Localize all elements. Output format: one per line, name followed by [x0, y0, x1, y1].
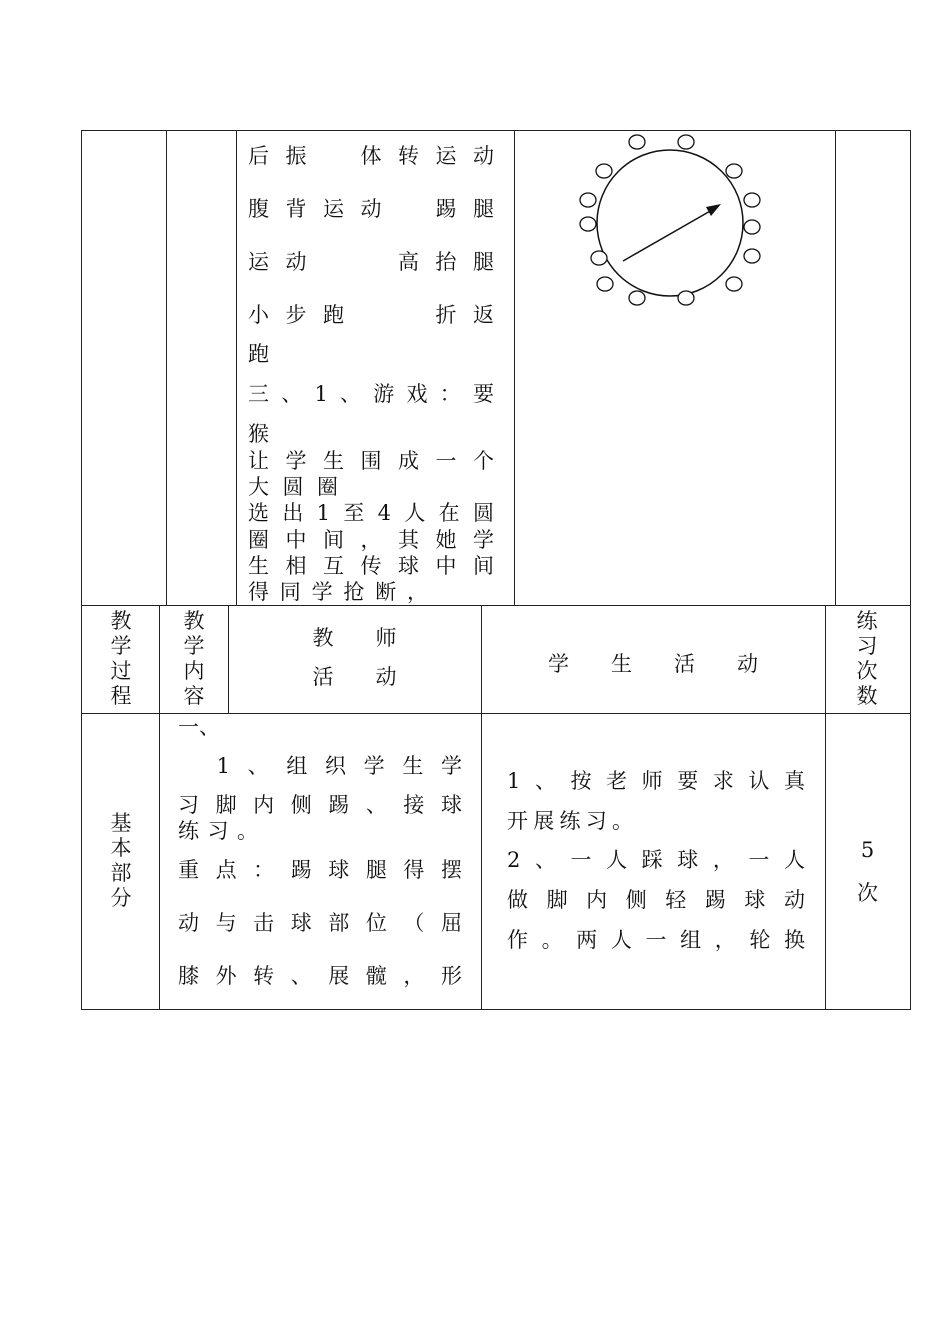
table-left-border — [81, 130, 82, 1010]
text-line: 重点：踢球腿得摆 — [178, 858, 462, 882]
text-line: 跑 — [248, 342, 269, 366]
student-marker — [596, 164, 612, 178]
pass-arrow-line — [623, 210, 712, 261]
basic-part-label: 基本部分 — [110, 811, 132, 910]
text-line: 让学生围成一个 — [248, 449, 494, 473]
text-line: 习脚内侧踢、接球 — [178, 793, 462, 817]
text-line: 开展练习。 — [507, 809, 633, 833]
student-marker — [678, 135, 694, 149]
student-marker — [580, 193, 596, 207]
text-line: 作。两人一组，轮换 — [507, 928, 805, 952]
student-marker — [744, 220, 760, 234]
student-marker — [629, 135, 645, 149]
text-line: 2、一人踩球，一人 — [507, 848, 805, 872]
text-line: 后振 体转运动 — [248, 144, 494, 168]
text-line: 做脚内侧轻踢球动 — [507, 888, 805, 912]
header-practice-count: 练习次数 — [856, 609, 878, 708]
low-col-divider-1 — [159, 605, 160, 1010]
big-circle — [597, 150, 743, 296]
student-marker — [726, 277, 742, 291]
arrow-head — [706, 204, 721, 216]
top-col-divider-3 — [514, 130, 515, 605]
practice-count-value: 5 — [860, 838, 875, 862]
header-student-activity: 学 生 活 动 — [548, 652, 758, 676]
student-marker — [591, 251, 607, 265]
header-teacher-activity-line2: 活 动 — [312, 665, 397, 689]
header-teaching-process: 教学过程 — [110, 609, 132, 708]
text-line: 1、按老师要求认真 — [507, 769, 805, 793]
student-marker — [744, 249, 760, 263]
circle-formation-diagram — [570, 130, 770, 310]
table-bottom-border — [81, 1009, 911, 1010]
row-divider-header-top — [81, 605, 911, 606]
header-teacher-activity-line1: 教 师 — [312, 626, 397, 650]
text-line: 运动 高抬腿 — [248, 250, 494, 274]
text-line: 小步跑 折返 — [248, 303, 494, 327]
low-col-divider-4 — [825, 605, 826, 1010]
header-teaching-content: 教学内容 — [183, 609, 205, 708]
text-line: 膝外转、展髋，形 — [178, 964, 462, 988]
top-col-divider-4 — [835, 130, 836, 605]
top-col-divider-1 — [166, 130, 167, 605]
text-line: 选出1至4人在圆 — [248, 501, 494, 525]
practice-count-unit: 次 — [857, 881, 878, 905]
text-line: 动与击球部位（屈 — [178, 911, 462, 935]
text-line: 得同学抢断， — [248, 580, 428, 604]
row-divider-header-bottom — [81, 713, 911, 714]
text-line: 猴 — [248, 422, 269, 446]
text-line: 生相互传球中间 — [248, 554, 494, 578]
text-line: 1、组织学生学 — [178, 754, 462, 778]
text-line: 练习。 — [178, 819, 258, 843]
text-line: 一、 — [178, 715, 220, 739]
student-marker — [580, 217, 596, 231]
text-line: 三、1、游戏：要 — [248, 382, 494, 406]
student-marker — [629, 291, 645, 305]
text-line: 腹背运动 踢腿 — [248, 197, 494, 221]
student-marker — [744, 193, 760, 207]
student-marker — [726, 164, 742, 178]
top-col-divider-2 — [236, 130, 237, 605]
student-markers — [580, 135, 760, 305]
text-line: 大圆圈 — [248, 475, 338, 499]
table-right-border — [910, 130, 911, 1010]
table-top-border — [81, 130, 911, 131]
text-line: 圈中间，其她学 — [248, 528, 494, 552]
student-marker — [678, 291, 694, 305]
student-marker — [597, 277, 613, 291]
